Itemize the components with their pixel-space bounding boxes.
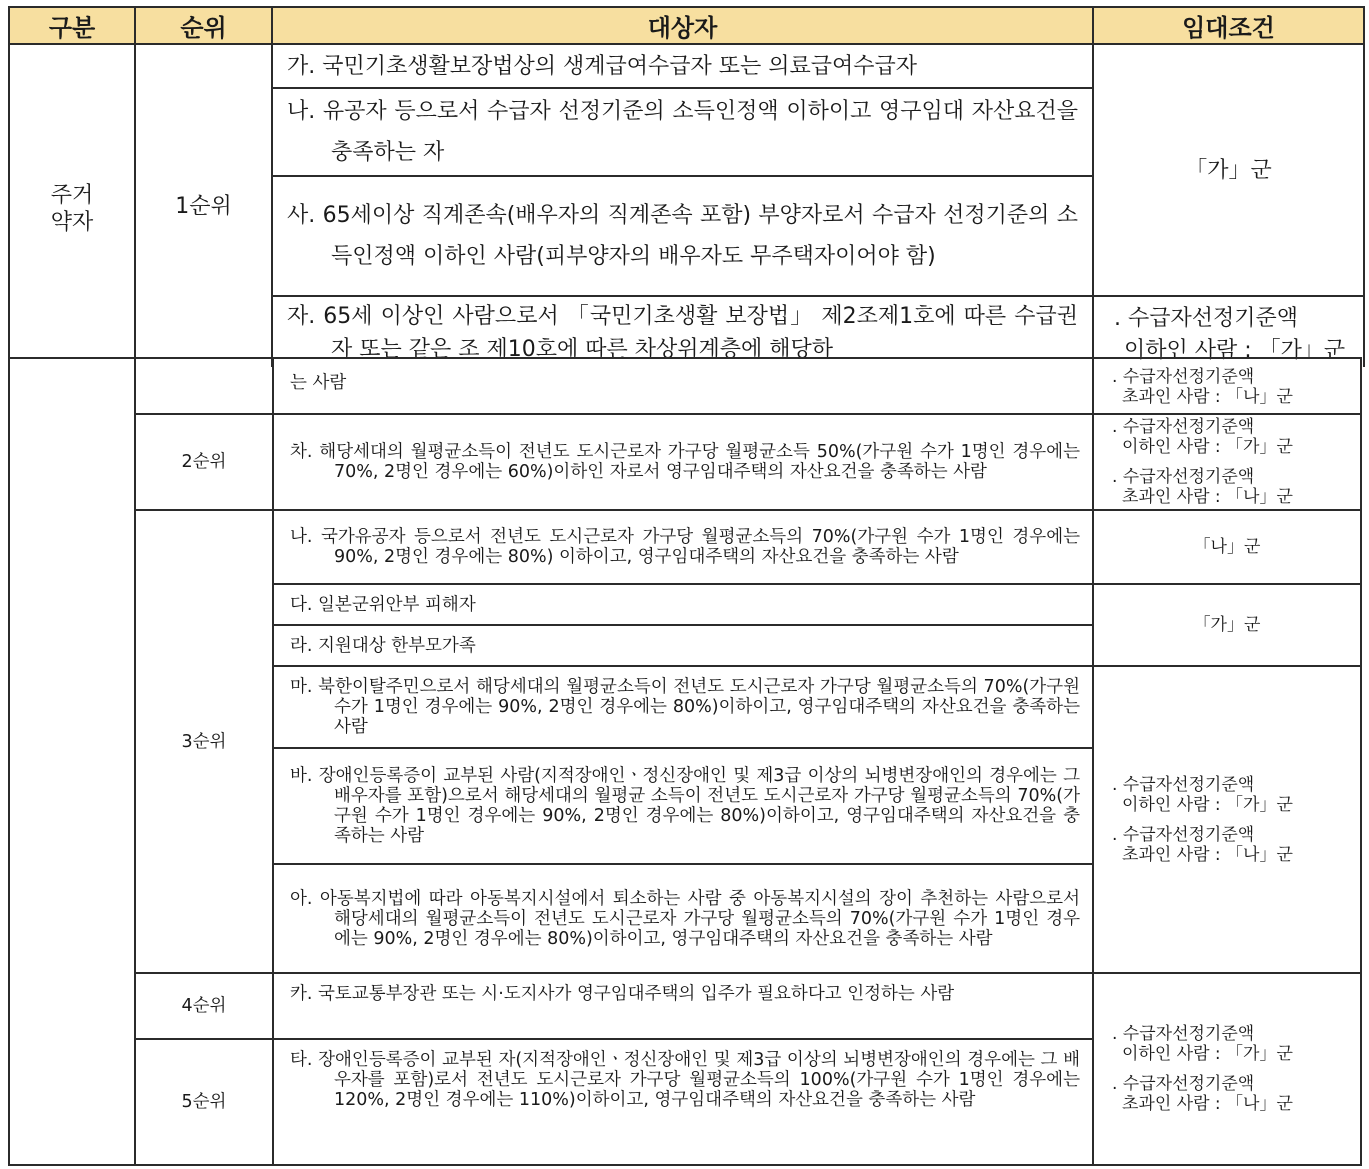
- item-a: 아. 아동복지법에 따라 아동복지시설에서 퇴소하는 사람 중 아동복지시설의 장이 추천하는 사람으로서 해당세대의 월평균소득이 전년도 도시근로자 가구당 월평균소득의 70%(가구원 수가 1명인 경우에는 90%, 2명인 경우에는 80%)이하이고, 영구임대주택의 자산요건을 충족하는 사람: [273, 864, 1093, 973]
- header-row: [9, 7, 1364, 44]
- item-ma: 마. 북한이탈주민으로서 해당세대의 월평균소득이 전년도 도시근로자 가구당 월평균소득의 70%(가구원 수가 1명인 경우에는 90%, 2명인 경우에는 80%)이하이고, 영구임대주택의 자산요건을 충족하는 사람: [273, 666, 1093, 748]
- condition-line: . 수급자선정기준액: [1112, 417, 1255, 437]
- header-target: 대상자: [272, 7, 1093, 44]
- item-ta: 타. 장애인등록증이 교부된 자(지적장애인ㆍ정신장애인 및 제3급 이상의 뇌병변장애인의 경우에는 그 배우자를 포함)로서 전년도 도시근로자 가구당 월평균소득의 100%(가구원 수가 1명인 경우에는 120%, 2명인 경우에는 110%)이하이고, 영구임대주택의 자산요건을 충족하는 사람: [273, 1039, 1093, 1165]
- table-row: [9, 510, 1361, 584]
- condition-line: 초과인 사람 : 「나」군: [1122, 387, 1293, 407]
- condition-na-group: 「나」군: [1093, 510, 1361, 584]
- condition-line: . 수급자선정기준액: [1114, 306, 1299, 331]
- condition-dara-group: 「가」군: [1093, 584, 1361, 666]
- item-da: 다. 일본군위안부 피해자: [273, 584, 1093, 625]
- condition-ja-continued: [1093, 358, 1361, 414]
- condition-ga-group: 「가」군: [1093, 44, 1364, 296]
- condition-line: 이하인 사람 : 「가」군: [1124, 338, 1346, 363]
- condition-line: . 수급자선정기준액: [1112, 774, 1255, 795]
- table-row: [9, 973, 1361, 1039]
- header-rank: 순위: [135, 7, 272, 44]
- rank-3: 3순위: [135, 510, 273, 973]
- item-ja: 자. 65세 이상인 사람으로서 「국민기초생활 보장법」 제2조제1호에 따른 수급권자 또는 같은 조 제10호에 따른 차상위계층에 해당하: [272, 296, 1093, 367]
- condition-line: 이하인 사람 : 「가」군: [1122, 437, 1293, 457]
- item-cha: 차. 해당세대의 월평균소득이 전년도 도시근로자 가구당 월평균소득 50%(가구원 수가 1명인 경우에는 70%, 2명인 경우에는 60%)이하인 자로서 영구임대주택의 자산요건을 충족하는 사람: [273, 414, 1093, 510]
- condition-line: . 수급자선정기준액: [1112, 367, 1255, 387]
- condition-ka-ta: [1093, 973, 1361, 1165]
- item-ba: 바. 장애인등록증이 교부된 사람(지적장애인ㆍ정신장애인 및 제3급 이상의 뇌병변장애인의 경우에는 그 배우자를 포함)으로서 해당세대의 월평균 소득이 전년도 도시근로자 가구당 월평균소득의 70%(가구원 수가 1명인 경우에는 90%, 2명인 경우에는 80%)이하이고, 영구임대주택의 자산요건을 충족하는 사람: [273, 748, 1093, 864]
- item-na: 나. 유공자 등으로서 수급자 선정기준의 소득인정액 이하이고 영구임대 자산요건을 충족하는 자: [272, 88, 1093, 176]
- rank-4: 4순위: [135, 973, 273, 1039]
- header-condition: 임대조건: [1093, 7, 1364, 44]
- rank-1: 1순위: [135, 44, 272, 367]
- rank-1-continued: [135, 358, 273, 414]
- condition-line: 초과인 사람 : 「나」군: [1122, 844, 1293, 865]
- condition-line: . 수급자선정기준액: [1112, 467, 1255, 487]
- item-ka: 카. 국토교통부장관 또는 시·도지사가 영구임대주택의 입주가 필요하다고 인정하는 사람: [273, 973, 1093, 1039]
- condition-line: 이하인 사람 : 「가」군: [1122, 794, 1293, 815]
- header-category: 구분: [9, 7, 135, 44]
- table-row: [9, 414, 1361, 510]
- category-continued: [9, 358, 135, 1165]
- condition-line: . 수급자선정기준액: [1112, 1074, 1255, 1094]
- item-ga: 가. 국민기초생활보장법상의 생계급여수급자 또는 의료급여수급자: [272, 44, 1093, 88]
- item-ra: 라. 지원대상 한부모가족: [273, 625, 1093, 666]
- rank-5: 5순위: [135, 1039, 273, 1165]
- condition-ma-ba-a: [1093, 666, 1361, 973]
- condition-cha: [1093, 414, 1361, 510]
- rank-2: 2순위: [135, 414, 273, 510]
- table-row: [9, 44, 1364, 88]
- condition-line: . 수급자선정기준액: [1112, 824, 1255, 845]
- condition-line: 초과인 사람 : 「나」군: [1122, 1094, 1293, 1114]
- item-na-3: 나. 국가유공자 등으로서 전년도 도시근로자 가구당 월평균소득의 70%(가구원 수가 1명인 경우에는 90%, 2명인 경우에는 80%) 이하이고, 영구임대주택의 자산요건을 충족하는 사람: [273, 510, 1093, 584]
- condition-line: 이하인 사람 : 「가」군: [1122, 1044, 1293, 1064]
- condition-line: . 수급자선정기준액: [1112, 1024, 1255, 1044]
- eligibility-table-top: [8, 6, 1365, 367]
- item-sa: 사. 65세이상 직계존속(배우자의 직계존속 포함) 부양자로서 수급자 선정기준의 소득인정액 이하인 사람(피부양자의 배우자도 무주택자이어야 함): [272, 176, 1093, 296]
- eligibility-table-bottom: [8, 357, 1362, 1166]
- category-housing-vulnerable: 주거 약자: [9, 44, 135, 367]
- item-ja-continued: 는 사람: [273, 358, 1093, 414]
- table-row: [9, 358, 1361, 414]
- condition-line: 초과인 사람 : 「나」군: [1122, 487, 1293, 507]
